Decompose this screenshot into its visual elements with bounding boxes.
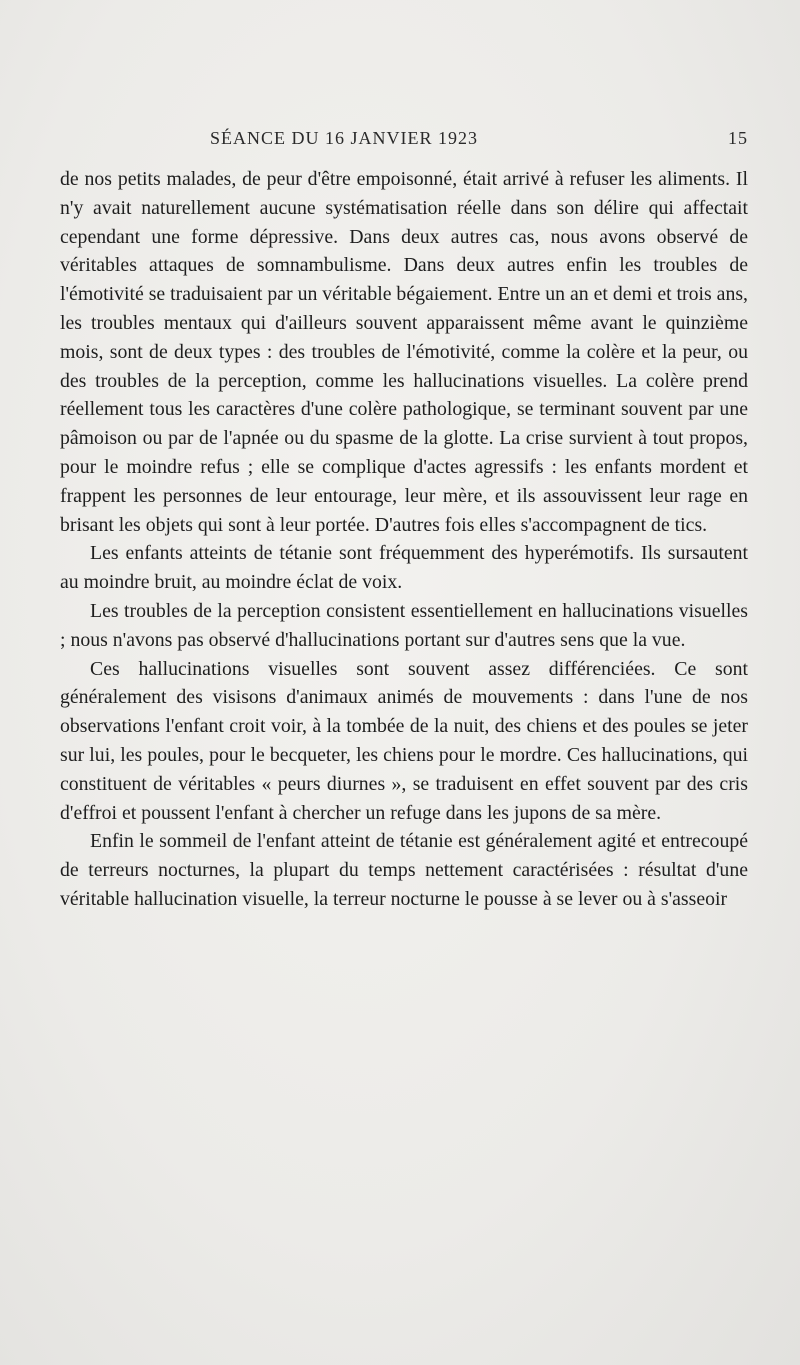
page-number: 15: [728, 128, 748, 148]
paragraph-sommeil: Enfin le sommeil de l'enfant atteint de tétanie est généralement agité et entrecoupé de terreurs nocturnes, la plupart du temps nettement caractérisées : résultat d'une véritable hallucination visuelle, la terreur nocturne le pousse à se lever ou à s'asseoir: [60, 830, 748, 910]
paragraph-hyperemotifs: Les enfants atteints de tétanie sont fréquemment des hyperémotifs. Ils sursautent au moindre bruit, au moindre éclat de voix.: [60, 542, 748, 594]
running-head: [60, 128, 748, 152]
paragraph-continuation: de nos petits malades, de peur d'être empoisonné, était arrivé à refuser les aliments. Il n'y avait naturellement aucune systématisation réelle dans son délire qui affectait cependant une forme dépressive. Dans deux autres cas, nous avons observé de véritables attaques de somnambulisme. Dans deux autres enfin les troubles de l'émotivité se traduisaient par un véritable bégaiement. Entre un an et demi et trois ans, les troubles mentaux qui d'ailleurs souvent apparaissent même avant le quinzième mois, sont de deux types : des troubles de l'émotivité, comme la colère et la peur, ou des troubles de la perception, comme les hallucinations visuelles. La colère prend réellement tous les caractères d'une colère pathologique, se terminant souvent par une pâmoison ou par de l'apnée ou du spasme de la glotte. La crise survient à tout propos, pour le moindre refus ; elle se complique d'actes agressifs : les enfants mordent et frappent les personnes de leur entourage, leur mère, et ils assouvissent leur rage en brisant les objets qui sont à leur portée. D'autres fois elles s'accompagnent de tics.: [60, 168, 748, 536]
paragraph-perception: Les troubles de la perception consistent essentiellement en hallucinations visuelles ; nous n'avons pas observé d'hallucinations portant sur d'autres sens que la vue.: [60, 599, 748, 651]
paragraph-hallucinations: Ces hallucinations visuelles sont souvent assez différenciées. Ce sont généralement des visisons d'animaux animés de mouvements : dans l'une de nos observations l'enfant croit voir, à la tombée de la nuit, des chiens et des poules se jeter sur lui, les poules, pour le becqueter, les chiens pour le mordre. Ces hallucinations, qui constituent de véritables « peurs diurnes », se traduisent en effet souvent par des cris d'effroi et poussent l'enfant à chercher un refuge dans les jupons de sa mère.: [60, 657, 748, 824]
running-title: SÉANCE DU 16 JANVIER 1923: [210, 128, 478, 148]
body-text: [60, 165, 748, 914]
